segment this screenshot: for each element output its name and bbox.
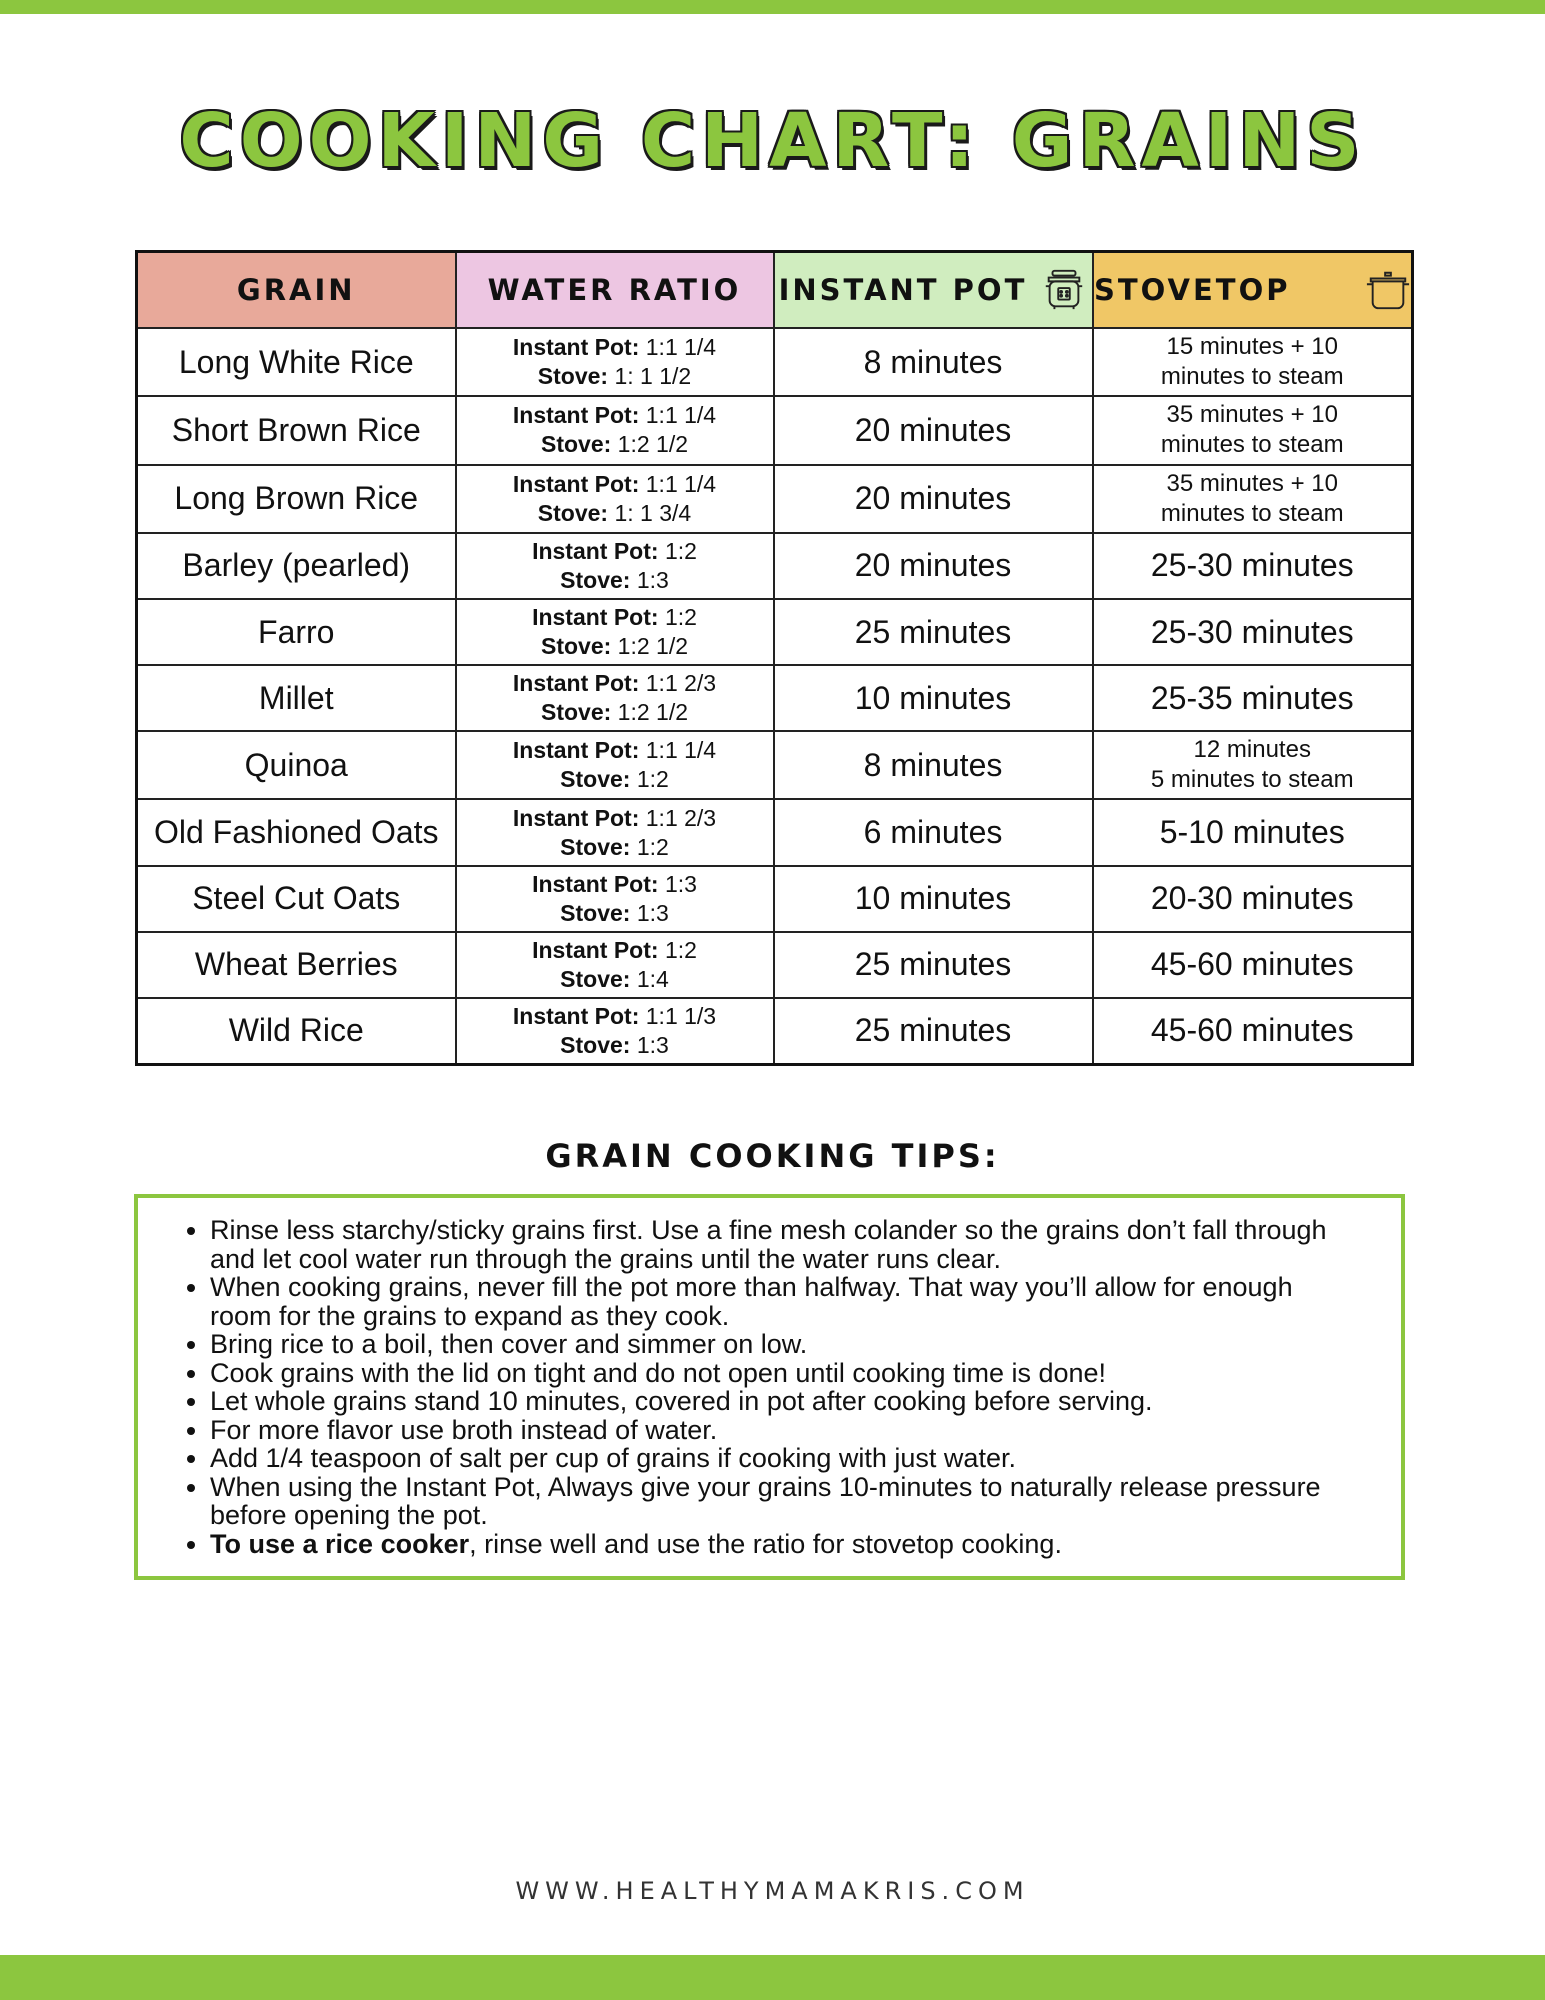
instant-pot-time: 10 minutes xyxy=(774,866,1093,932)
stovetop-time-line: 35 minutes + 10 xyxy=(1166,401,1338,429)
bottom-accent-bar xyxy=(0,1955,1545,2000)
stove-ratio-value: 1:3 xyxy=(636,1031,669,1058)
water-ratio-cell xyxy=(456,866,774,932)
instant-pot-time: 20 minutes xyxy=(774,396,1093,464)
water-ratio-cell xyxy=(456,599,774,665)
table-row xyxy=(137,665,1413,731)
tips-heading: GRAIN COOKING TIPS: xyxy=(545,1137,1000,1175)
tip-item xyxy=(210,1330,1351,1359)
instant-pot-ratio-value: 1:1 1/3 xyxy=(645,1002,717,1029)
table-header-row xyxy=(137,252,1413,329)
instant-pot-ratio-line xyxy=(457,736,773,765)
table-row xyxy=(137,396,1413,464)
instant-pot-ratio-label: Instant Pot: xyxy=(512,470,640,497)
instant-pot-ratio-value: 1:1 2/3 xyxy=(645,804,717,831)
stove-ratio-label: Stove: xyxy=(560,766,631,793)
tip-bold-lead: To use a rice cooker xyxy=(210,1528,470,1559)
stovetop-time-line: 20-30 minutes xyxy=(1150,880,1354,917)
table-row xyxy=(137,932,1413,998)
instant-pot-ratio-value: 1:2 xyxy=(664,604,697,631)
instant-pot-time: 8 minutes xyxy=(774,328,1093,396)
stovetop-time-line: 15 minutes + 10 xyxy=(1166,333,1338,361)
tip-text: Let whole grains stand 10 minutes, covered in pot after cooking before serving. xyxy=(210,1386,1153,1416)
grain-name: Short Brown Rice xyxy=(137,396,456,464)
table-row xyxy=(137,998,1413,1065)
instant-pot-ratio-line xyxy=(457,401,773,430)
instant-pot-time: 25 minutes xyxy=(774,932,1093,998)
stove-ratio-label: Stove: xyxy=(560,899,631,926)
instant-pot-ratio-value: 1:1 1/4 xyxy=(645,402,717,429)
grain-name: Quinoa xyxy=(137,731,456,799)
tip-item xyxy=(210,1444,1351,1473)
grain-name: Long White Rice xyxy=(137,328,456,396)
instant-pot-ratio-value: 1:1 1/4 xyxy=(645,470,717,497)
table-row xyxy=(137,328,1413,396)
instant-pot-time: 6 minutes xyxy=(774,799,1093,865)
stove-ratio-line xyxy=(457,765,773,794)
stovetop-time-line: 35 minutes + 10 xyxy=(1166,469,1338,497)
grain-name: Barley (pearled) xyxy=(137,533,456,599)
tip-text: Bring rice to a boil, then cover and simmer on low. xyxy=(210,1329,808,1359)
table-row xyxy=(137,533,1413,599)
header-stovetop-label: STOVETOP xyxy=(1094,273,1291,307)
stove-ratio-label: Stove: xyxy=(560,566,631,593)
stove-ratio-value: 1:2 1/2 xyxy=(617,431,689,458)
instant-pot-ratio-label: Instant Pot: xyxy=(512,402,640,429)
instant-pot-ratio-label: Instant Pot: xyxy=(512,1002,640,1029)
instant-pot-ratio-value: 1:2 xyxy=(664,936,697,963)
stove-ratio-line xyxy=(457,362,773,391)
grain-name: Wheat Berries xyxy=(137,932,456,998)
stove-ratio-value: 1:3 xyxy=(636,566,669,593)
stove-ratio-label: Stove: xyxy=(560,965,631,992)
stove-ratio-value: 1:2 xyxy=(636,833,669,860)
stovetop-time xyxy=(1093,465,1413,533)
instant-pot-ratio-value: 1:1 2/3 xyxy=(645,670,717,697)
stovetop-time-line: 5-10 minutes xyxy=(1159,814,1345,851)
tip-text: For more flavor use broth instead of water. xyxy=(210,1414,718,1445)
instant-pot-time: 20 minutes xyxy=(774,533,1093,599)
stove-ratio-line xyxy=(457,1031,773,1060)
instant-pot-ratio-line xyxy=(457,333,773,362)
stovetop-time-line: 5 minutes to steam xyxy=(1150,766,1354,794)
tips-box xyxy=(134,1194,1405,1580)
tip-item xyxy=(210,1530,1351,1559)
instant-pot-ratio-label: Instant Pot: xyxy=(512,334,640,361)
stove-ratio-label: Stove: xyxy=(537,499,609,526)
stockpot-icon xyxy=(1365,267,1411,313)
stove-ratio-label: Stove: xyxy=(540,699,612,726)
table-row xyxy=(137,866,1413,932)
instant-pot-ratio-value: 1:1 1/4 xyxy=(645,334,717,361)
stove-ratio-value: 1:2 1/2 xyxy=(617,633,689,660)
grain-name: Old Fashioned Oats xyxy=(137,799,456,865)
header-water-ratio: WATER RATIO xyxy=(456,252,774,329)
tip-text: Rinse less starchy/sticky grains first. Use a fine mesh colander so the grains don’t fall through and let cool water run through the grains until the water runs clear. xyxy=(210,1215,1327,1274)
instant-pot-ratio-line xyxy=(457,870,773,899)
stove-ratio-value: 1: 1 1/2 xyxy=(614,363,692,390)
table-row xyxy=(137,731,1413,799)
table-row xyxy=(137,799,1413,865)
stovetop-time xyxy=(1093,533,1413,599)
tip-text: When using the Instant Pot, Always give your grains 10-minutes to naturally release pressure before opening the pot. xyxy=(210,1471,1321,1530)
footer-website: WWW.HEALTHYMAMAKRIS.COM xyxy=(515,1877,1030,1905)
instant-pot-ratio-value: 1:3 xyxy=(664,870,697,897)
tip-item xyxy=(210,1216,1351,1273)
grain-name: Long Brown Rice xyxy=(137,465,456,533)
instant-pot-ratio-value: 1:2 xyxy=(664,537,697,564)
header-instant-pot xyxy=(774,252,1093,329)
instant-pot-ratio-label: Instant Pot: xyxy=(532,936,659,963)
header-instant-pot-label: INSTANT POT xyxy=(778,273,1028,307)
tips-list xyxy=(188,1216,1351,1558)
tip-item xyxy=(210,1387,1351,1416)
tip-item xyxy=(210,1416,1351,1445)
stovetop-time-line: 25-30 minutes xyxy=(1150,547,1354,584)
tip-text: Add 1/4 teaspoon of salt per cup of grains if cooking with just water. xyxy=(210,1443,1016,1473)
tip-text: , rinse well and use the ratio for stovetop cooking. xyxy=(469,1528,1062,1559)
stove-ratio-label: Stove: xyxy=(560,1031,631,1058)
instant-pot-ratio-line xyxy=(457,1002,773,1031)
stovetop-time xyxy=(1093,932,1413,998)
instant-pot-ratio-label: Instant Pot: xyxy=(532,870,659,897)
stove-ratio-line xyxy=(457,632,773,661)
stovetop-time-line: 12 minutes xyxy=(1193,736,1311,764)
instant-pot-icon xyxy=(1041,267,1087,313)
stove-ratio-label: Stove: xyxy=(540,431,612,458)
water-ratio-cell xyxy=(456,533,774,599)
instant-pot-ratio-line xyxy=(457,470,773,499)
stove-ratio-value: 1:4 xyxy=(636,965,669,992)
stovetop-time-line: 45-60 minutes xyxy=(1150,1012,1354,1049)
tip-item xyxy=(210,1359,1351,1388)
instant-pot-time: 25 minutes xyxy=(774,998,1093,1065)
stovetop-time-line: 25-30 minutes xyxy=(1150,613,1354,650)
stove-ratio-value: 1:3 xyxy=(636,899,669,926)
stove-ratio-label: Stove: xyxy=(537,363,609,390)
stove-ratio-line xyxy=(457,965,773,994)
stovetop-time xyxy=(1093,328,1413,396)
stovetop-time xyxy=(1093,665,1413,731)
instant-pot-ratio-value: 1:1 1/4 xyxy=(645,737,717,764)
grain-name: Millet xyxy=(137,665,456,731)
stovetop-time xyxy=(1093,866,1413,932)
grain-name: Steel Cut Oats xyxy=(137,866,456,932)
stovetop-time xyxy=(1093,799,1413,865)
stove-ratio-line xyxy=(457,833,773,862)
stove-ratio-label: Stove: xyxy=(560,833,631,860)
instant-pot-time: 8 minutes xyxy=(774,731,1093,799)
instant-pot-time: 20 minutes xyxy=(774,465,1093,533)
stove-ratio-value: 1:2 1/2 xyxy=(617,699,689,726)
page-title: COOKING CHART: GRAINS xyxy=(179,98,1366,184)
water-ratio-cell xyxy=(456,932,774,998)
grain-name: Wild Rice xyxy=(137,998,456,1065)
stovetop-time-line: minutes to steam xyxy=(1160,499,1344,527)
water-ratio-cell xyxy=(456,665,774,731)
instant-pot-ratio-label: Instant Pot: xyxy=(512,737,640,764)
instant-pot-ratio-line xyxy=(457,936,773,965)
instant-pot-ratio-line xyxy=(457,537,773,566)
stovetop-time-line: minutes to steam xyxy=(1160,431,1344,459)
header-grain: GRAIN xyxy=(137,252,456,329)
tip-text: Cook grains with the lid on tight and do not open until cooking time is done! xyxy=(210,1357,1107,1388)
water-ratio-cell xyxy=(456,465,774,533)
stove-ratio-line xyxy=(457,499,773,528)
instant-pot-time: 25 minutes xyxy=(774,599,1093,665)
instant-pot-ratio-label: Instant Pot: xyxy=(532,604,659,631)
water-ratio-cell xyxy=(456,998,774,1065)
top-accent-bar xyxy=(0,0,1545,14)
stovetop-time-line: minutes to steam xyxy=(1160,363,1344,391)
instant-pot-ratio-label: Instant Pot: xyxy=(512,670,640,697)
stove-ratio-line xyxy=(457,698,773,727)
tip-text: When cooking grains, never fill the pot more than halfway. That way you’ll allow for enough room for the grains to expand as they cook. xyxy=(210,1272,1293,1331)
stovetop-time-line: 45-60 minutes xyxy=(1150,946,1354,983)
stovetop-time xyxy=(1093,998,1413,1065)
table-row xyxy=(137,599,1413,665)
stove-ratio-line xyxy=(457,899,773,928)
water-ratio-cell xyxy=(456,731,774,799)
instant-pot-ratio-line xyxy=(457,603,773,632)
stove-ratio-value: 1:2 xyxy=(636,766,669,793)
water-ratio-cell xyxy=(456,396,774,464)
stovetop-time xyxy=(1093,599,1413,665)
instant-pot-ratio-line xyxy=(457,669,773,698)
stove-ratio-line xyxy=(457,566,773,595)
tip-item xyxy=(210,1473,1351,1530)
grain-cooking-table xyxy=(135,250,1414,1066)
table-row xyxy=(137,465,1413,533)
stove-ratio-label: Stove: xyxy=(540,633,612,660)
stove-ratio-line xyxy=(457,430,773,459)
header-stovetop xyxy=(1093,252,1413,329)
instant-pot-ratio-line xyxy=(457,804,773,833)
water-ratio-cell xyxy=(456,328,774,396)
instant-pot-ratio-label: Instant Pot: xyxy=(512,804,640,831)
stovetop-time xyxy=(1093,396,1413,464)
tip-item xyxy=(210,1273,1351,1330)
stove-ratio-value: 1: 1 3/4 xyxy=(614,499,692,526)
stovetop-time xyxy=(1093,731,1413,799)
stovetop-time-line: 25-35 minutes xyxy=(1150,679,1354,716)
water-ratio-cell xyxy=(456,799,774,865)
grain-name: Farro xyxy=(137,599,456,665)
instant-pot-ratio-label: Instant Pot: xyxy=(532,537,659,564)
instant-pot-time: 10 minutes xyxy=(774,665,1093,731)
